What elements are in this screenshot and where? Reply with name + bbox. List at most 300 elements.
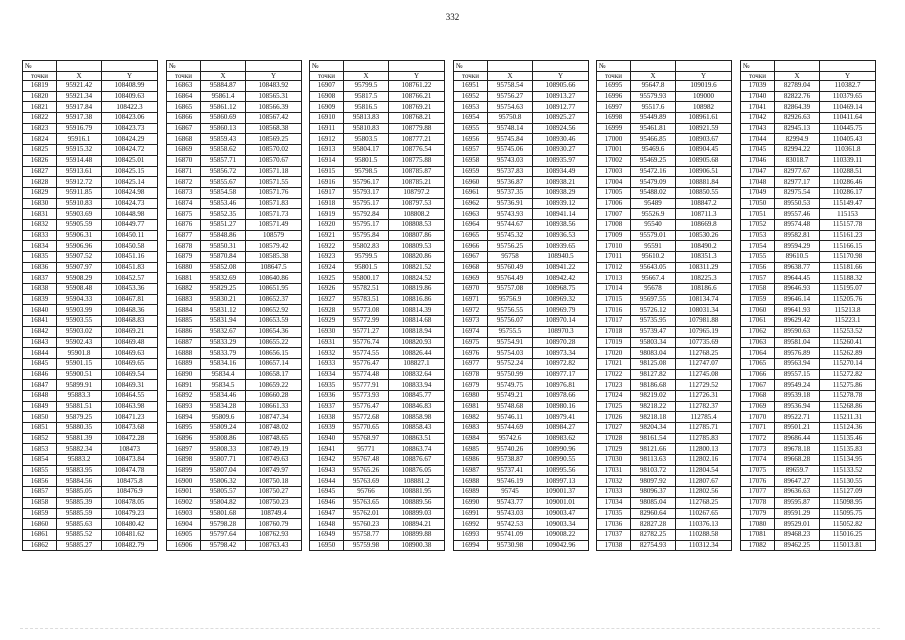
point-number: 16856 bbox=[23, 476, 57, 487]
point-number: 16865 bbox=[167, 102, 201, 113]
y-coordinate: 108846.83 bbox=[389, 401, 445, 412]
point-number: 17038 bbox=[597, 540, 631, 551]
x-coordinate: 95742.53 bbox=[488, 519, 533, 530]
table-row bbox=[167, 262, 302, 273]
x-coordinate: 95756.55 bbox=[488, 305, 533, 316]
point-number: 16913 bbox=[310, 145, 344, 156]
x-coordinate: 95748.68 bbox=[488, 401, 533, 412]
x-coordinate: 95461.81 bbox=[631, 123, 676, 134]
y-coordinate: 110382.7 bbox=[820, 81, 876, 92]
y-coordinate: 108423.06 bbox=[102, 113, 158, 124]
y-coordinate: 108936.53 bbox=[533, 230, 589, 241]
point-number: 16962 bbox=[454, 198, 488, 209]
table-row bbox=[597, 433, 732, 444]
x-coordinate: 95737.35 bbox=[488, 187, 533, 198]
table-row bbox=[454, 337, 589, 348]
point-number: 16875 bbox=[167, 209, 201, 220]
point-number: 16872 bbox=[167, 177, 201, 188]
x-coordinate: 98103.72 bbox=[631, 465, 676, 476]
x-coordinate: 95647.8 bbox=[631, 81, 676, 92]
x-coordinate: 95852.08 bbox=[201, 262, 246, 273]
table-row bbox=[741, 348, 876, 359]
point-number: 16824 bbox=[23, 134, 57, 145]
point-number: 16885 bbox=[167, 316, 201, 327]
point-number: 16974 bbox=[454, 326, 488, 337]
point-number: 16890 bbox=[167, 369, 201, 380]
point-number: 16844 bbox=[23, 348, 57, 359]
point-number: 17077 bbox=[741, 487, 775, 498]
y-coordinate: 108766.21 bbox=[389, 91, 445, 102]
x-coordinate: 89610.5 bbox=[775, 252, 820, 263]
y-coordinate: 109000 bbox=[676, 91, 732, 102]
table-row bbox=[454, 284, 589, 295]
y-coordinate: 108530.26 bbox=[676, 230, 732, 241]
point-number: 16900 bbox=[167, 476, 201, 487]
header-point: точки bbox=[167, 72, 201, 81]
x-coordinate: 95466.85 bbox=[631, 134, 676, 145]
table-row bbox=[454, 401, 589, 412]
point-number: 16860 bbox=[23, 519, 57, 530]
point-number: 16847 bbox=[23, 380, 57, 391]
y-coordinate: 110469.14 bbox=[820, 102, 876, 113]
y-coordinate: 108990.96 bbox=[533, 444, 589, 455]
table-row bbox=[23, 305, 158, 316]
point-number: 16835 bbox=[23, 252, 57, 263]
point-number: 16923 bbox=[310, 252, 344, 263]
x-coordinate: 98218.18 bbox=[631, 412, 676, 423]
point-number: 17049 bbox=[741, 187, 775, 198]
table-row bbox=[167, 433, 302, 444]
table-row bbox=[454, 508, 589, 519]
table-row bbox=[454, 412, 589, 423]
y-coordinate: 108819.86 bbox=[389, 284, 445, 295]
x-coordinate: 95807.71 bbox=[201, 455, 246, 466]
table-row bbox=[310, 412, 445, 423]
point-number: 16867 bbox=[167, 123, 201, 134]
header-x: X bbox=[201, 72, 246, 81]
point-number: 17004 bbox=[597, 177, 631, 188]
y-coordinate: 108820.93 bbox=[389, 337, 445, 348]
table-row bbox=[310, 305, 445, 316]
table-row bbox=[454, 198, 589, 209]
point-number: 16978 bbox=[454, 369, 488, 380]
x-coordinate: 95750.99 bbox=[488, 369, 533, 380]
x-coordinate: 98218.22 bbox=[631, 401, 676, 412]
table-row bbox=[23, 166, 158, 177]
point-number: 17052 bbox=[741, 219, 775, 230]
table-row bbox=[310, 444, 445, 455]
point-number: 16902 bbox=[167, 497, 201, 508]
table-row bbox=[310, 423, 445, 434]
table-row bbox=[23, 123, 158, 134]
point-number: 16939 bbox=[310, 423, 344, 434]
x-coordinate: 95776.74 bbox=[344, 337, 389, 348]
table-row bbox=[454, 187, 589, 198]
x-coordinate: 95489 bbox=[631, 198, 676, 209]
table-row bbox=[454, 487, 589, 498]
point-number: 17001 bbox=[597, 145, 631, 156]
table-row bbox=[597, 476, 732, 487]
header-empty-cell bbox=[246, 61, 302, 72]
y-coordinate: 115153 bbox=[820, 209, 876, 220]
x-coordinate: 95906.96 bbox=[57, 241, 102, 252]
y-coordinate: 108570.67 bbox=[246, 155, 302, 166]
point-number: 17059 bbox=[741, 294, 775, 305]
x-coordinate: 95745.84 bbox=[488, 134, 533, 145]
table-row bbox=[167, 337, 302, 348]
point-number: 17008 bbox=[597, 219, 631, 230]
table-row bbox=[23, 102, 158, 113]
y-coordinate: 108472.28 bbox=[102, 433, 158, 444]
y-coordinate: 115170.98 bbox=[820, 252, 876, 263]
y-coordinate: 108779.88 bbox=[389, 123, 445, 134]
table-row bbox=[310, 102, 445, 113]
y-coordinate: 112768.25 bbox=[676, 348, 732, 359]
x-coordinate: 95801.5 bbox=[344, 155, 389, 166]
y-coordinate: 108889.56 bbox=[389, 497, 445, 508]
point-number: 16829 bbox=[23, 187, 57, 198]
x-coordinate: 95861.4 bbox=[201, 91, 246, 102]
point-number: 16956 bbox=[454, 134, 488, 145]
table-row bbox=[23, 348, 158, 359]
point-number: 17075 bbox=[741, 465, 775, 476]
x-coordinate: 95748.14 bbox=[488, 123, 533, 134]
table-row bbox=[310, 209, 445, 220]
point-number: 17009 bbox=[597, 230, 631, 241]
table-row bbox=[597, 198, 732, 209]
point-number: 16873 bbox=[167, 187, 201, 198]
y-coordinate: 108976.81 bbox=[533, 380, 589, 391]
x-coordinate: 95472.16 bbox=[631, 166, 676, 177]
table-row bbox=[597, 230, 732, 241]
table-row bbox=[23, 412, 158, 423]
x-coordinate: 95801.68 bbox=[201, 508, 246, 519]
x-coordinate: 89582.81 bbox=[775, 230, 820, 241]
x-coordinate: 95856.72 bbox=[201, 166, 246, 177]
y-coordinate: 108969.32 bbox=[533, 294, 589, 305]
y-coordinate: 108656.15 bbox=[246, 348, 302, 359]
table-row bbox=[310, 262, 445, 273]
x-coordinate: 95776.47 bbox=[344, 358, 389, 369]
x-coordinate: 95850.31 bbox=[201, 241, 246, 252]
y-coordinate: 108483.92 bbox=[246, 81, 302, 92]
table-row bbox=[23, 401, 158, 412]
x-coordinate: 95795.84 bbox=[344, 230, 389, 241]
point-number: 16941 bbox=[310, 444, 344, 455]
x-coordinate: 89659.7 bbox=[775, 465, 820, 476]
y-coordinate: 108899.88 bbox=[389, 529, 445, 540]
x-coordinate: 95795.17 bbox=[344, 219, 389, 230]
x-coordinate: 98219.02 bbox=[631, 390, 676, 401]
table-row bbox=[167, 252, 302, 263]
x-coordinate: 89641.93 bbox=[775, 305, 820, 316]
x-coordinate: 95517.6 bbox=[631, 102, 676, 113]
y-coordinate: 115275.86 bbox=[820, 380, 876, 391]
point-number: 16862 bbox=[23, 540, 57, 551]
header-number-sign: № bbox=[310, 61, 344, 72]
point-number: 17016 bbox=[597, 305, 631, 316]
y-coordinate: 108652.92 bbox=[246, 305, 302, 316]
y-coordinate: 108760.79 bbox=[246, 519, 302, 530]
table-row bbox=[454, 423, 589, 434]
point-number: 16899 bbox=[167, 465, 201, 476]
point-number: 16882 bbox=[167, 284, 201, 295]
x-coordinate: 95858.62 bbox=[201, 145, 246, 156]
y-coordinate: 108450.11 bbox=[102, 230, 158, 241]
point-number: 17079 bbox=[741, 508, 775, 519]
y-coordinate: 108479.23 bbox=[102, 508, 158, 519]
table-row bbox=[23, 519, 158, 530]
point-number: 16855 bbox=[23, 465, 57, 476]
x-coordinate: 95809.6 bbox=[201, 412, 246, 423]
table-row bbox=[310, 81, 445, 92]
x-coordinate: 95813.83 bbox=[344, 113, 389, 124]
x-coordinate: 95758.54 bbox=[488, 81, 533, 92]
table-row bbox=[741, 241, 876, 252]
point-number: 16820 bbox=[23, 91, 57, 102]
point-number: 17028 bbox=[597, 433, 631, 444]
point-number: 16914 bbox=[310, 155, 344, 166]
x-coordinate: 95804.82 bbox=[201, 497, 246, 508]
table-row bbox=[454, 433, 589, 444]
point-number: 16952 bbox=[454, 91, 488, 102]
x-coordinate: 95799.5 bbox=[344, 81, 389, 92]
table-row bbox=[741, 401, 876, 412]
table-row bbox=[23, 209, 158, 220]
table-row bbox=[454, 444, 589, 455]
x-coordinate: 95861.12 bbox=[201, 102, 246, 113]
table-row bbox=[454, 316, 589, 327]
point-number: 16823 bbox=[23, 123, 57, 134]
x-coordinate: 95743.77 bbox=[488, 497, 533, 508]
table-row bbox=[741, 123, 876, 134]
point-number: 16894 bbox=[167, 412, 201, 423]
table-row bbox=[310, 519, 445, 530]
point-number: 16944 bbox=[310, 476, 344, 487]
y-coordinate: 108997.13 bbox=[533, 476, 589, 487]
x-coordinate: 95834.16 bbox=[201, 358, 246, 369]
y-coordinate: 112807.67 bbox=[676, 476, 732, 487]
y-coordinate: 108820.86 bbox=[389, 252, 445, 263]
y-coordinate: 108797.2 bbox=[389, 187, 445, 198]
table-row bbox=[597, 412, 732, 423]
table-row bbox=[454, 519, 589, 530]
table-row bbox=[454, 252, 589, 263]
table-row bbox=[454, 273, 589, 284]
x-coordinate: 95913.61 bbox=[57, 166, 102, 177]
x-coordinate: 95808.86 bbox=[201, 433, 246, 444]
point-number: 17063 bbox=[741, 337, 775, 348]
x-coordinate: 98161.54 bbox=[631, 433, 676, 444]
point-number: 17032 bbox=[597, 476, 631, 487]
table-row bbox=[167, 476, 302, 487]
table-row bbox=[310, 241, 445, 252]
x-coordinate: 95910.83 bbox=[57, 198, 102, 209]
y-coordinate: 108881.84 bbox=[676, 177, 732, 188]
y-coordinate: 108451.83 bbox=[102, 262, 158, 273]
y-coordinate: 108585.38 bbox=[246, 252, 302, 263]
table-row bbox=[310, 134, 445, 145]
y-coordinate: 108973.34 bbox=[533, 348, 589, 359]
header-y: Y bbox=[246, 72, 302, 81]
x-coordinate: 95830.21 bbox=[201, 294, 246, 305]
x-coordinate: 95882.34 bbox=[57, 444, 102, 455]
y-coordinate: 108659.22 bbox=[246, 380, 302, 391]
table-row bbox=[741, 465, 876, 476]
coordinate-table bbox=[453, 60, 589, 551]
table-row bbox=[310, 230, 445, 241]
table-row bbox=[454, 102, 589, 113]
y-coordinate: 108881.2 bbox=[389, 476, 445, 487]
point-number: 16963 bbox=[454, 209, 488, 220]
table-row bbox=[454, 348, 589, 359]
point-number: 16854 bbox=[23, 455, 57, 466]
x-coordinate: 89629.42 bbox=[775, 316, 820, 327]
table-row bbox=[597, 305, 732, 316]
y-coordinate: 108660.28 bbox=[246, 390, 302, 401]
table-row bbox=[310, 529, 445, 540]
table-row bbox=[23, 219, 158, 230]
y-coordinate: 108845.77 bbox=[389, 390, 445, 401]
point-number: 16898 bbox=[167, 455, 201, 466]
x-coordinate: 82822.76 bbox=[775, 91, 820, 102]
point-number: 16906 bbox=[167, 540, 201, 551]
x-coordinate: 95905.59 bbox=[57, 219, 102, 230]
table-row bbox=[741, 219, 876, 230]
point-number: 16979 bbox=[454, 380, 488, 391]
point-number: 16959 bbox=[454, 166, 488, 177]
x-coordinate: 95806.32 bbox=[201, 476, 246, 487]
point-number: 17060 bbox=[741, 305, 775, 316]
table-row bbox=[167, 187, 302, 198]
table-row bbox=[23, 380, 158, 391]
point-number: 17051 bbox=[741, 209, 775, 220]
y-coordinate: 115195.07 bbox=[820, 284, 876, 295]
point-number: 16888 bbox=[167, 348, 201, 359]
y-coordinate: 108826.44 bbox=[389, 348, 445, 359]
point-number: 17002 bbox=[597, 155, 631, 166]
table-row bbox=[167, 423, 302, 434]
table-row bbox=[741, 369, 876, 380]
table-row bbox=[741, 358, 876, 369]
point-number: 16883 bbox=[167, 294, 201, 305]
x-coordinate: 89647.27 bbox=[775, 476, 820, 487]
y-coordinate: 108311.29 bbox=[676, 262, 732, 273]
table-row bbox=[167, 390, 302, 401]
y-coordinate: 108425.15 bbox=[102, 166, 158, 177]
point-number: 16903 bbox=[167, 508, 201, 519]
point-number: 17023 bbox=[597, 380, 631, 391]
x-coordinate: 95797.64 bbox=[201, 529, 246, 540]
point-number: 16968 bbox=[454, 262, 488, 273]
y-coordinate: 108490.2 bbox=[676, 241, 732, 252]
y-coordinate: 108652.37 bbox=[246, 294, 302, 305]
point-number: 16851 bbox=[23, 423, 57, 434]
table-row bbox=[167, 273, 302, 284]
point-number: 17027 bbox=[597, 423, 631, 434]
x-coordinate: 95921.42 bbox=[57, 81, 102, 92]
table-row bbox=[741, 145, 876, 156]
x-coordinate: 98127.82 bbox=[631, 369, 676, 380]
table-row bbox=[454, 369, 589, 380]
x-coordinate: 95743.03 bbox=[488, 155, 533, 166]
x-coordinate: 95903.69 bbox=[57, 209, 102, 220]
y-coordinate: 108640.86 bbox=[246, 273, 302, 284]
table-row bbox=[741, 412, 876, 423]
x-coordinate: 95851.27 bbox=[201, 219, 246, 230]
x-coordinate: 95754.03 bbox=[488, 348, 533, 359]
table-row bbox=[741, 134, 876, 145]
table-row bbox=[310, 401, 445, 412]
header-empty-cell bbox=[389, 61, 445, 72]
x-coordinate: 95737.41 bbox=[488, 465, 533, 476]
point-number: 17040 bbox=[741, 91, 775, 102]
table-row bbox=[597, 390, 732, 401]
header-empty-cell bbox=[631, 61, 676, 72]
table-row bbox=[310, 294, 445, 305]
x-coordinate: 95738.87 bbox=[488, 455, 533, 466]
point-number: 16870 bbox=[167, 155, 201, 166]
y-coordinate: 115133.52 bbox=[820, 465, 876, 476]
y-coordinate: 108934.49 bbox=[533, 166, 589, 177]
y-coordinate: 108571.73 bbox=[246, 209, 302, 220]
x-coordinate: 95808.33 bbox=[201, 444, 246, 455]
table-row bbox=[310, 155, 445, 166]
y-coordinate: 112802.56 bbox=[676, 487, 732, 498]
y-coordinate: 108821.52 bbox=[389, 262, 445, 273]
x-coordinate: 95745 bbox=[488, 487, 533, 498]
y-coordinate: 112782.37 bbox=[676, 401, 732, 412]
table-row bbox=[310, 273, 445, 284]
y-coordinate: 110286.46 bbox=[820, 177, 876, 188]
header-y: Y bbox=[102, 72, 158, 81]
x-coordinate: 95907.97 bbox=[57, 262, 102, 273]
x-coordinate: 95773.93 bbox=[344, 390, 389, 401]
table-row bbox=[597, 519, 732, 530]
point-number: 16984 bbox=[454, 433, 488, 444]
table-row bbox=[167, 284, 302, 295]
table-row bbox=[454, 465, 589, 476]
y-coordinate: 108876.05 bbox=[389, 465, 445, 476]
point-number: 17017 bbox=[597, 316, 631, 327]
y-coordinate: 108938.56 bbox=[533, 219, 589, 230]
x-coordinate: 95881.39 bbox=[57, 433, 102, 444]
point-number: 16977 bbox=[454, 358, 488, 369]
point-number: 16943 bbox=[310, 465, 344, 476]
x-coordinate: 95745.32 bbox=[488, 230, 533, 241]
point-number: 16953 bbox=[454, 102, 488, 113]
table-row bbox=[167, 326, 302, 337]
y-coordinate: 108776.54 bbox=[389, 145, 445, 156]
table-row bbox=[23, 444, 158, 455]
y-coordinate: 108785.87 bbox=[389, 166, 445, 177]
y-coordinate: 109019.6 bbox=[676, 81, 732, 92]
table-row bbox=[23, 187, 158, 198]
y-coordinate: 108475.8 bbox=[102, 476, 158, 487]
x-coordinate: 95853.46 bbox=[201, 198, 246, 209]
table-row bbox=[741, 380, 876, 391]
header-x: X bbox=[344, 72, 389, 81]
point-number: 17036 bbox=[597, 519, 631, 530]
y-coordinate: 115278.78 bbox=[820, 390, 876, 401]
point-number: 16897 bbox=[167, 444, 201, 455]
table-row bbox=[23, 81, 158, 92]
x-coordinate: 95579.93 bbox=[631, 91, 676, 102]
x-coordinate: 95591 bbox=[631, 241, 676, 252]
x-coordinate: 95801.5 bbox=[344, 262, 389, 273]
x-coordinate: 95771.27 bbox=[344, 326, 389, 337]
y-coordinate: 108423.73 bbox=[102, 123, 158, 134]
